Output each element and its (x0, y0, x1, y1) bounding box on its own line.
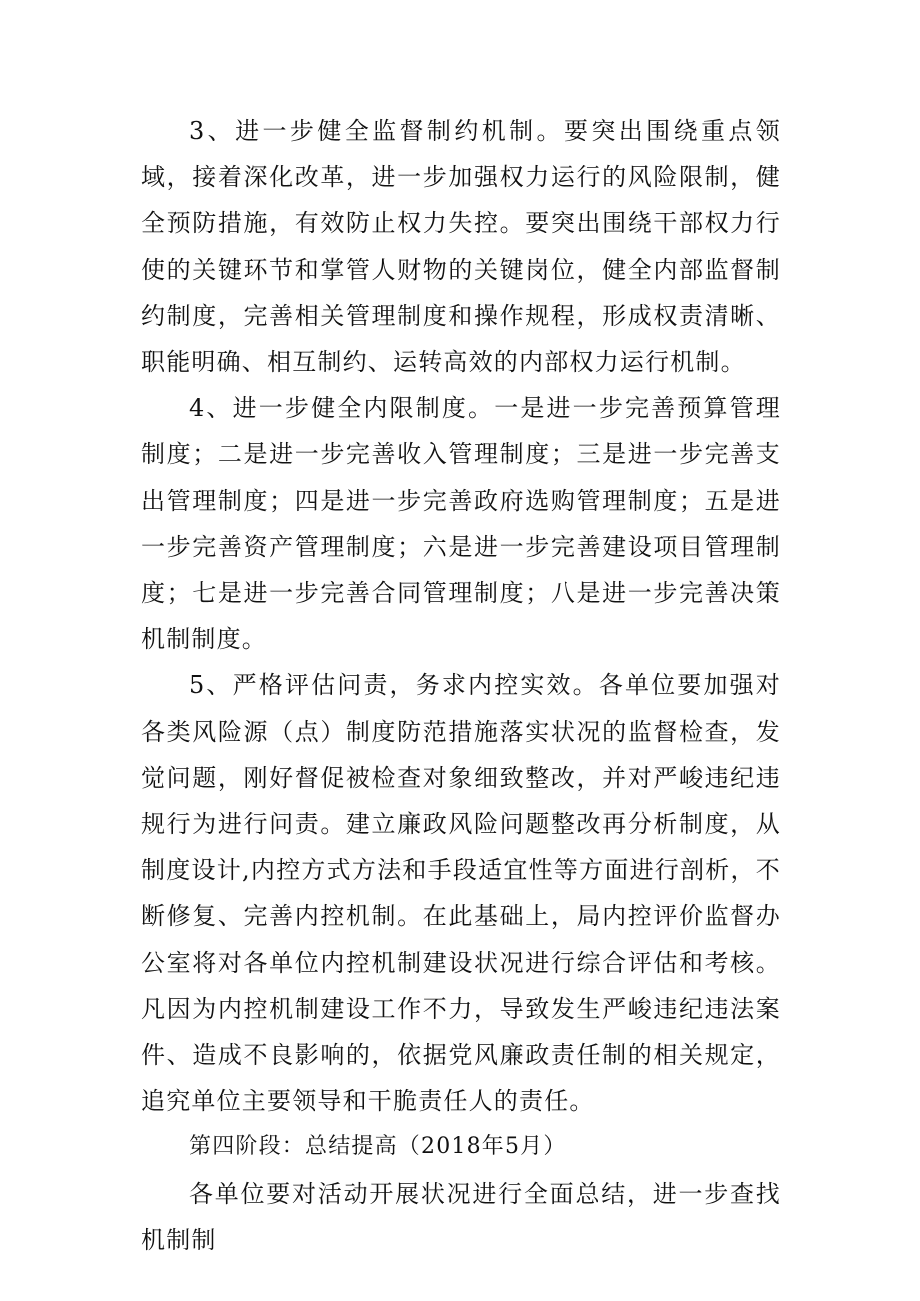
paragraph-supervision-mechanism: 3、进一步健全监督制约机制。要突出围绕重点领域，接着深化改革，进一步加强权力运行的风险限制，健全预防措施，有效防止权力失控。要突出围绕干部权力行使的关键环节和掌管人财物的关键岗位，健全内部监督制约制度，完善相关管理制度和操作规程，形成权责清晰、职能明确、相互制约、运转高效的内部权力运行机制。 (141, 117, 781, 377)
paragraph-evaluation-accountability: 5、严格评估问责，务求内控实效。各单位要加强对各类风险源（点）制度防范措施落实状况的监督检查，发觉问题，刚好督促被检查对象细致整改，并对严峻违纪违规行为进行问责。建立廉政风险问题整改再分析制度，从制度设计,内控方式方法和手段适宜性等方面进行剖析，不断修复、完善内控机制。在此基础上，局内控评价监督办公室将对各单位内控机制建设状况进行综合评估和考核。凡因为内控机制建设工作不力，导致发生严峻违纪违法案件、造成不良影响的，依据党风廉政责任制的相关规定，追究单位主要领导和干脆责任人的责任。 (141, 671, 781, 1116)
paragraph-internal-control-system: 4、进一步健全内限制度。一是进一步完善预算管理制度；二是进一步完善收入管理制度；三是进一步完善支出管理制度；四是进一步完善政府选购管理制度；五是进一步完善资产管理制度；六是进一步完善建设项目管理制度；七是进一步完善合同管理制度；八是进一步完善决策机制制度。 (141, 394, 781, 654)
paragraph-summary: 各单位要对活动开展状况进行全面总结，进一步查找机制制 (141, 1179, 781, 1254)
stage-heading: 第四阶段：总结提高（2018年5月） (189, 1134, 567, 1160)
document-body (141, 108, 781, 1263)
